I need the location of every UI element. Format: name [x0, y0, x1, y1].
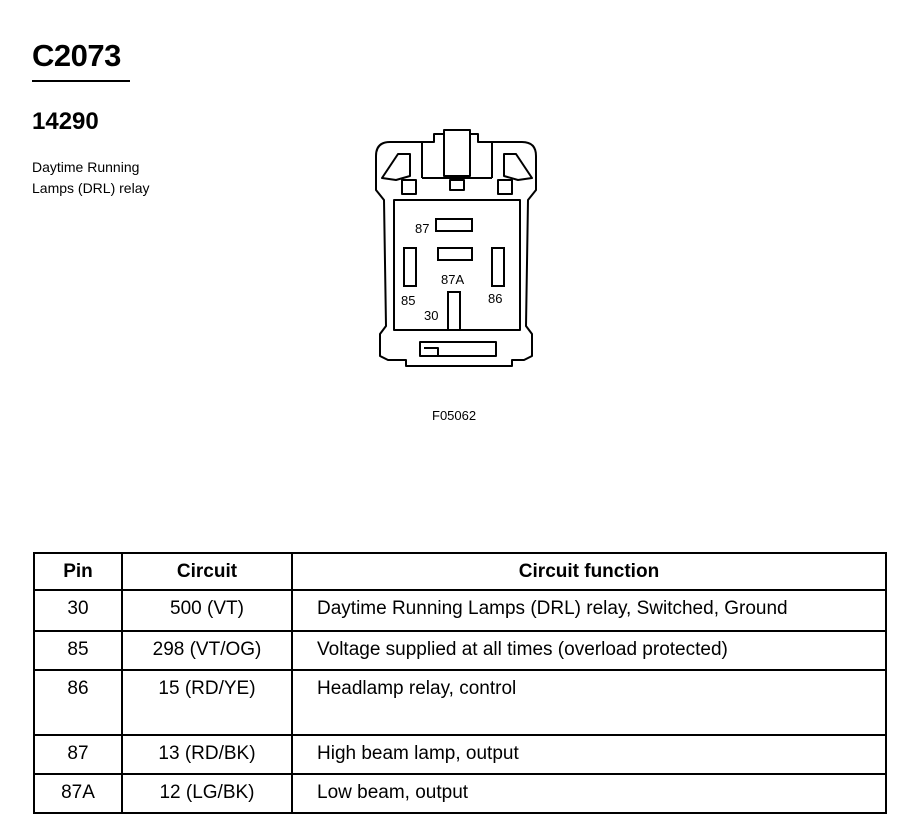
part-number: 14290 [32, 108, 99, 135]
latch-right [504, 154, 532, 180]
table-row [34, 631, 886, 670]
table-row [34, 590, 886, 631]
header-circuit: Circuit [122, 553, 292, 590]
terminal-87 [436, 219, 472, 231]
connector-face-diagram [360, 120, 560, 380]
table-row [34, 735, 886, 774]
pin-table [33, 552, 887, 814]
cell-pin: 85 [34, 631, 122, 670]
terminal-85 [404, 248, 416, 286]
cell-circuit: 15 (RD/YE) [122, 670, 292, 735]
table-row [34, 774, 886, 813]
table-row [34, 670, 886, 735]
cell-pin: 30 [34, 590, 122, 631]
figure-code: F05062 [432, 408, 477, 423]
header-circuit-function: Circuit function [292, 553, 886, 590]
cell-function: Low beam, output [292, 774, 886, 813]
part-description-line-2: Lamps (DRL) relay [32, 180, 150, 196]
connector-id: C2073 [32, 38, 121, 73]
latch-center [444, 134, 470, 176]
cell-function: Voltage supplied at all times (overload protected) [292, 631, 886, 670]
terminal-87a [438, 248, 472, 260]
terminal-30 [448, 292, 460, 330]
pin-label-85: 85 [401, 293, 416, 308]
cell-circuit: 13 (RD/BK) [122, 735, 292, 774]
title-underline [32, 80, 130, 82]
terminal-86 [492, 248, 504, 286]
header-pin: Pin [34, 553, 122, 590]
cell-pin: 87 [34, 735, 122, 774]
latch-left [382, 154, 410, 180]
cell-pin: 87A [34, 774, 122, 813]
pin-label-87a: 87A [441, 272, 465, 287]
cell-function: Daytime Running Lamps (DRL) relay, Switched, Ground [292, 590, 886, 631]
cell-circuit: 298 (VT/OG) [122, 631, 292, 670]
part-description [32, 157, 202, 199]
cell-pin: 86 [34, 670, 122, 735]
table-header-row [34, 553, 886, 590]
part-description-line-1: Daytime Running [32, 159, 140, 175]
cell-function: Headlamp relay, control [292, 670, 886, 735]
cell-circuit: 500 (VT) [122, 590, 292, 631]
cell-circuit: 12 (LG/BK) [122, 774, 292, 813]
cell-function: High beam lamp, output [292, 735, 886, 774]
pin-label-86: 86 [488, 291, 503, 306]
pin-label-87: 87 [415, 221, 430, 236]
pin-label-30: 30 [424, 308, 439, 323]
